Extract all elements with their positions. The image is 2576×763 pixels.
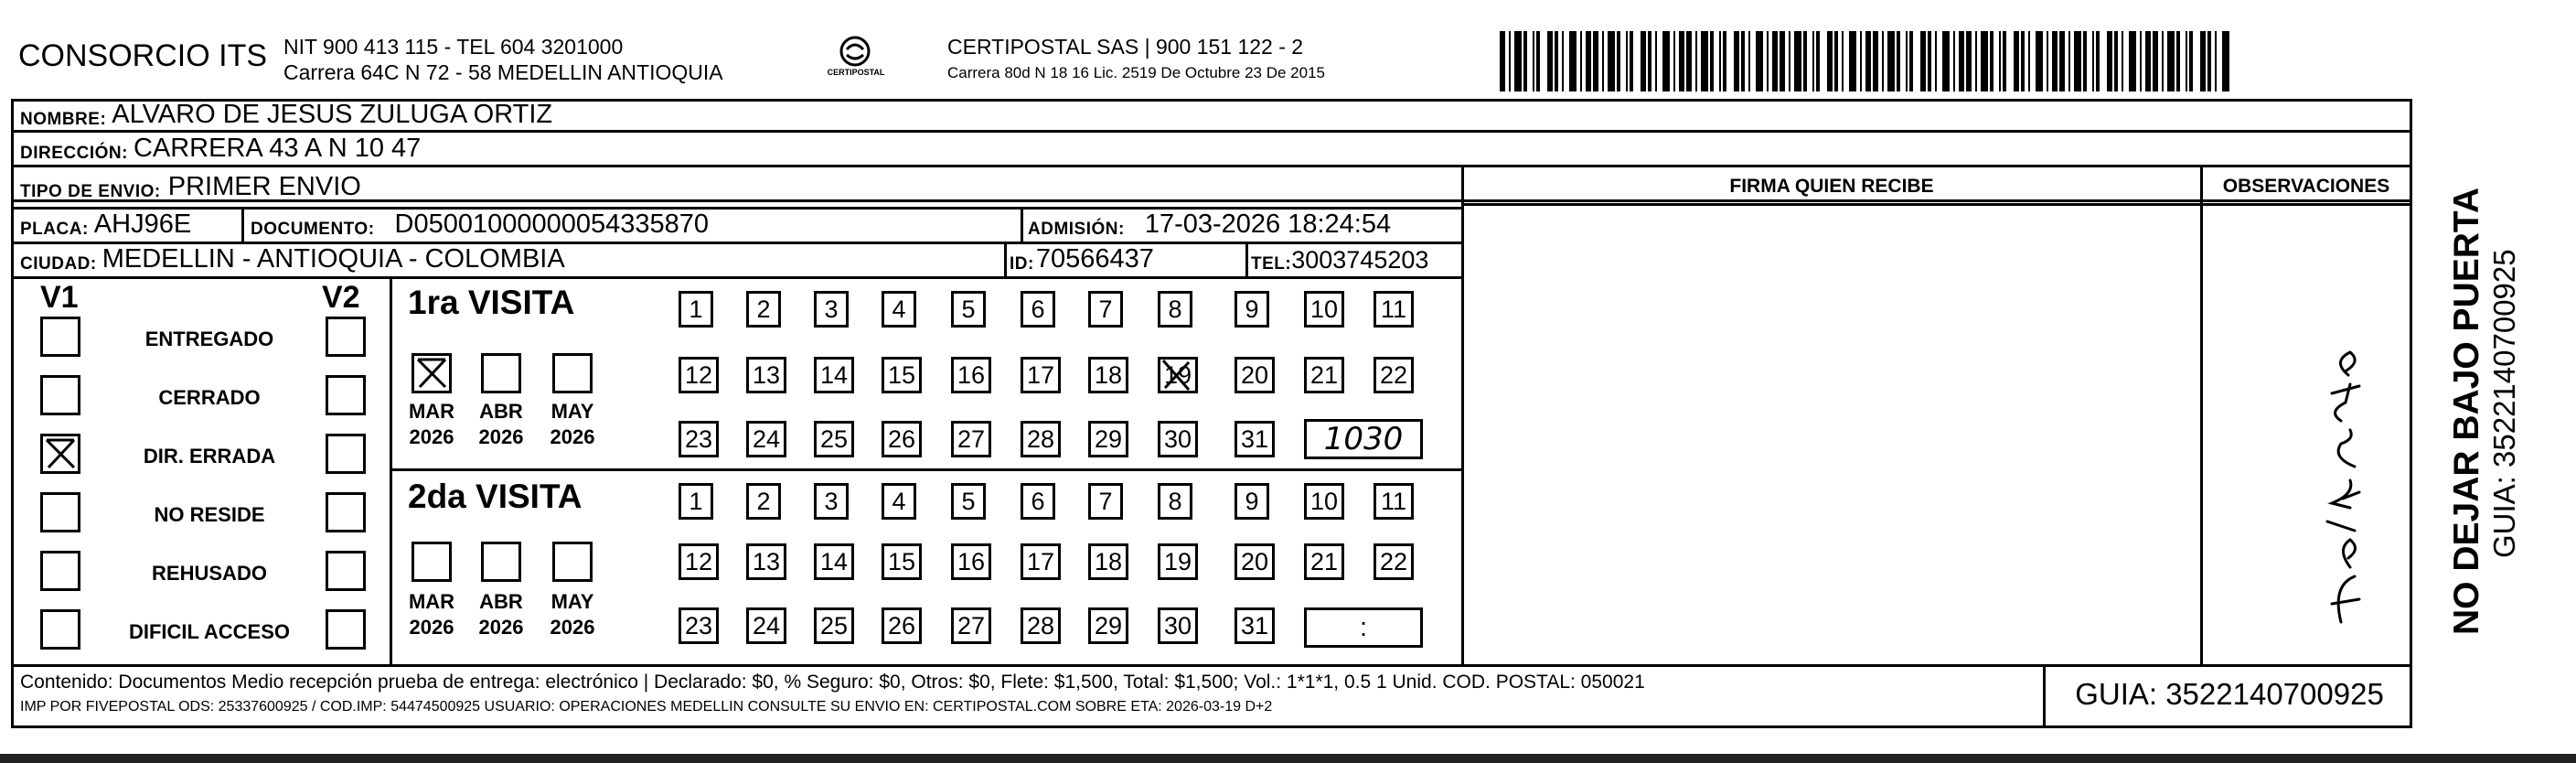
footer-guia: GUIA: 3522140700925	[2075, 677, 2384, 711]
nombre-value: ALVARO DE JESUS ZULUGA ORTIZ	[112, 100, 553, 129]
day-box[interactable]	[1158, 291, 1192, 328]
documento-value: D05001000000054335870	[394, 210, 710, 239]
day-number: 9	[1245, 487, 1259, 515]
day-box[interactable]	[679, 543, 719, 580]
day-number: 2	[756, 487, 771, 515]
day-number: 18	[1094, 360, 1123, 389]
visit1-time: 1030	[1323, 421, 1404, 457]
month-year: 2026	[478, 616, 524, 639]
day-number: 1	[689, 295, 703, 323]
day-number: 5	[961, 487, 976, 515]
month-checkbox[interactable]	[481, 353, 521, 393]
nombre-row	[20, 99, 552, 130]
day-number: 29	[1094, 611, 1123, 639]
day-box[interactable]	[882, 607, 922, 644]
day-box[interactable]	[1235, 291, 1269, 328]
ciudad-row	[20, 243, 565, 274]
visit1-title: 1ra VISITA	[408, 284, 575, 321]
day-box[interactable]	[1021, 607, 1061, 644]
day-box[interactable]	[1304, 543, 1344, 580]
day-number: 12	[684, 360, 713, 389]
placa-value: AHJ96E	[93, 210, 192, 239]
direccion-label: DIRECCIÓN:	[20, 144, 128, 163]
id-label: ID:	[1010, 254, 1034, 274]
day-box[interactable]	[1235, 357, 1275, 393]
scan-edge	[0, 754, 2576, 763]
day-number: 25	[819, 424, 849, 453]
visit1-time-box[interactable]	[1304, 419, 1423, 459]
v1-label: V1	[40, 280, 79, 315]
placa-row	[20, 209, 191, 240]
day-box[interactable]	[1304, 357, 1344, 393]
month-label: MAR	[408, 400, 455, 423]
day-number: 14	[819, 547, 849, 575]
day-number: 19	[1163, 547, 1192, 575]
month-year: 2026	[409, 616, 454, 639]
day-box[interactable]	[951, 421, 991, 457]
day-number: 20	[1240, 360, 1269, 389]
v2-label: V2	[322, 280, 360, 315]
day-number: 26	[887, 424, 916, 453]
day-box[interactable]	[1021, 543, 1061, 580]
day-number: 13	[752, 360, 781, 389]
day-number: 31	[1240, 611, 1269, 639]
day-box[interactable]	[746, 291, 781, 328]
day-box[interactable]	[1088, 357, 1128, 393]
day-box[interactable]	[746, 543, 786, 580]
day-box[interactable]	[679, 607, 719, 644]
day-number: 21	[1309, 547, 1339, 575]
month-label: ABR	[479, 400, 523, 423]
direccion-row	[20, 133, 421, 164]
id-value: 70566437	[1035, 244, 1154, 274]
day-box[interactable]	[814, 291, 849, 328]
barcode	[1500, 31, 2231, 91]
day-box[interactable]	[814, 357, 854, 393]
day-box[interactable]	[1235, 483, 1269, 520]
day-box[interactable]	[1304, 291, 1344, 328]
day-number: 15	[887, 547, 916, 575]
certipostal-logo	[827, 33, 885, 88]
v1-checkbox[interactable]	[40, 317, 80, 357]
v2-checkbox[interactable]	[326, 375, 366, 415]
day-box[interactable]	[1374, 543, 1414, 580]
day-number: 7	[1098, 487, 1113, 515]
day-box[interactable]	[814, 543, 854, 580]
day-box[interactable]	[679, 421, 719, 457]
month-year: 2026	[409, 425, 454, 448]
day-number: 17	[1026, 547, 1055, 575]
day-number: 6	[1031, 487, 1045, 515]
visit2-time: :	[1359, 612, 1368, 642]
v2-checkbox[interactable]	[326, 609, 366, 650]
day-box[interactable]	[679, 291, 713, 328]
day-box[interactable]	[882, 483, 916, 520]
day-number: 29	[1094, 424, 1123, 453]
v2-checkbox[interactable]	[326, 317, 366, 357]
day-number: 10	[1309, 295, 1339, 323]
day-number: 25	[819, 611, 849, 639]
day-box[interactable]	[951, 543, 991, 580]
footer-line2: IMP POR FIVEPOSTAL ODS: 25337600925 / COD.IMP: 54474500925 USUARIO: OPERACIONES MEDELLIN CONSULTE SU ENVIO EN: CERTIPOSTAL.COM SOBRE ETA: 2026-03-19 D+2	[20, 699, 1273, 715]
status-option-label: DIFICIL ACCESO	[128, 620, 290, 643]
v1-checkbox[interactable]	[40, 375, 80, 415]
day-box[interactable]	[882, 421, 922, 457]
day-number: 9	[1245, 295, 1259, 323]
day-box[interactable]	[1088, 291, 1123, 328]
direccion-value: CARRERA 43 A N 10 47	[133, 134, 422, 163]
day-box[interactable]	[814, 421, 854, 457]
day-box[interactable]	[1235, 543, 1275, 580]
month-year: 2026	[550, 425, 595, 448]
day-number: 16	[957, 547, 986, 575]
day-number: 10	[1309, 487, 1339, 515]
admision-row	[1028, 209, 1391, 240]
day-number: 23	[684, 424, 713, 453]
day-box[interactable]	[1158, 421, 1198, 457]
footer-line1: Contenido: Documentos Medio recepción prueba de entrega: electrónico | Declarado: $0, % Seguro: $0, Otros: $0, Flete: $1,500, Total: $1,500; Vol.: 1*1*1, 0.5 1 Unid. COD. POSTAL: 050021	[20, 672, 1645, 693]
day-number: 20	[1240, 547, 1269, 575]
day-box[interactable]	[1158, 483, 1192, 520]
observaciones-header: OBSERVACIONES	[2222, 176, 2390, 197]
day-box[interactable]	[1021, 291, 1055, 328]
day-number: 22	[1379, 360, 1408, 389]
status-option-label: NO RESIDE	[154, 503, 265, 526]
v1-checkbox[interactable]	[40, 492, 80, 532]
handwritten-observation	[2304, 274, 2396, 640]
visit2-time-box[interactable]	[1304, 607, 1423, 648]
day-number: 28	[1026, 424, 1055, 453]
day-box[interactable]	[1235, 607, 1275, 644]
day-box[interactable]	[1158, 543, 1198, 580]
day-number: 3	[824, 295, 839, 323]
day-number: 26	[887, 611, 916, 639]
firma-header: FIRMA QUIEN RECIBE	[1729, 176, 1934, 197]
day-box[interactable]	[679, 483, 713, 520]
day-box[interactable]	[1374, 483, 1414, 520]
day-box[interactable]	[1088, 543, 1128, 580]
carrier-line: CERTIPOSTAL SAS | 900 151 122 - 2	[947, 35, 1304, 59]
day-box[interactable]	[1235, 421, 1275, 457]
nit-line: NIT 900 413 115 - TEL 604 3201000	[283, 35, 624, 59]
day-number: 18	[1094, 547, 1123, 575]
day-number: 7	[1098, 295, 1113, 323]
visit2-title: 2da VISITA	[408, 478, 583, 515]
day-box[interactable]	[951, 483, 986, 520]
v2-checkbox[interactable]	[326, 551, 366, 591]
id-row	[1010, 243, 1154, 274]
day-number: 21	[1309, 360, 1339, 389]
month-label: MAY	[550, 400, 594, 423]
day-number: 24	[752, 424, 781, 453]
carrier-address: Carrera 80d N 18 16 Lic. 2519 De Octubre 23 De 2015	[947, 64, 1325, 81]
month-year: 2026	[478, 425, 524, 448]
tel-label: TEL:	[1251, 254, 1292, 274]
v1-checkbox[interactable]	[40, 551, 80, 591]
day-number: 6	[1031, 295, 1045, 323]
day-box[interactable]	[1088, 421, 1128, 457]
day-box[interactable]	[679, 357, 719, 393]
day-number: 19	[1163, 360, 1192, 389]
day-number: 27	[957, 424, 986, 453]
day-number: 8	[1168, 295, 1182, 323]
day-number: 8	[1168, 487, 1182, 515]
v2-checkbox[interactable]	[326, 492, 366, 532]
month-checkbox[interactable]	[412, 353, 452, 393]
month-year: 2026	[550, 616, 595, 639]
placa-label: PLACA:	[20, 220, 89, 239]
day-box[interactable]	[1088, 607, 1128, 644]
day-box[interactable]	[814, 483, 849, 520]
status-option-label: REHUSADO	[152, 562, 267, 585]
month-checkbox[interactable]	[412, 542, 452, 582]
day-number: 12	[684, 547, 713, 575]
day-box[interactable]	[814, 607, 854, 644]
tipo-value: PRIMER ENVIO	[167, 172, 361, 201]
logo-caption: CERTIPOSTAL	[827, 68, 885, 77]
day-box[interactable]	[1088, 483, 1123, 520]
day-number: 23	[684, 611, 713, 639]
day-number: 11	[1380, 295, 1407, 323]
day-box[interactable]	[746, 607, 786, 644]
month-label: ABR	[479, 590, 523, 613]
day-box[interactable]	[951, 357, 991, 393]
day-box[interactable]	[1374, 357, 1414, 393]
day-number: 27	[957, 611, 986, 639]
tel-row	[1251, 243, 1428, 274]
side-warning: NO DEJAR BAJO PUERTA	[2447, 187, 2486, 635]
admision-label: ADMISIÓN:	[1028, 220, 1125, 239]
day-box[interactable]	[746, 357, 786, 393]
day-number: 30	[1163, 611, 1192, 639]
day-number: 30	[1163, 424, 1192, 453]
check-mark-icon	[43, 436, 78, 471]
address-line: Carrera 64C N 72 - 58 MEDELLIN ANTIOQUIA	[283, 60, 723, 84]
day-box[interactable]	[1021, 357, 1061, 393]
day-number: 11	[1380, 487, 1407, 515]
day-number: 2	[756, 295, 771, 323]
day-box[interactable]	[746, 483, 781, 520]
tipo-row	[20, 167, 361, 202]
day-number: 4	[892, 295, 906, 323]
documento-row	[251, 209, 709, 240]
day-box[interactable]	[882, 291, 916, 328]
status-option-label: CERRADO	[158, 386, 261, 409]
day-box[interactable]	[1304, 483, 1344, 520]
day-box[interactable]	[1374, 291, 1414, 328]
day-number: 13	[752, 547, 781, 575]
day-number: 22	[1379, 547, 1408, 575]
side-guia: GUIA: 3522140700925	[2487, 249, 2521, 558]
day-number: 4	[892, 487, 906, 515]
day-mark-icon	[1158, 357, 1198, 393]
day-number: 24	[752, 611, 781, 639]
day-number: 3	[824, 487, 839, 515]
check-mark-icon	[414, 356, 449, 391]
day-box[interactable]	[951, 291, 986, 328]
day-box[interactable]	[1021, 421, 1061, 457]
tel-value: 3003745203	[1291, 246, 1429, 274]
ciudad-label: CIUDAD:	[20, 254, 97, 274]
admision-value: 17-03-2026 18:24:54	[1144, 210, 1392, 239]
status-option-label: DIR. ERRADA	[143, 445, 276, 467]
nombre-label: NOMBRE:	[20, 110, 107, 129]
v1-checkbox[interactable]	[40, 434, 80, 474]
v2-checkbox[interactable]	[326, 434, 366, 474]
month-label: MAR	[408, 590, 455, 613]
day-number: 5	[961, 295, 976, 323]
status-option-label: ENTREGADO	[144, 328, 274, 350]
day-number: 1	[689, 487, 703, 515]
day-box[interactable]	[1158, 357, 1198, 393]
day-number: 28	[1026, 611, 1055, 639]
company-name: CONSORCIO ITS	[18, 38, 268, 73]
day-number: 17	[1026, 360, 1055, 389]
day-box[interactable]	[951, 607, 991, 644]
documento-label: DOCUMENTO:	[251, 220, 375, 239]
day-box[interactable]	[882, 357, 922, 393]
v1-checkbox[interactable]	[40, 609, 80, 650]
month-checkbox[interactable]	[552, 353, 593, 393]
day-number: 16	[957, 360, 986, 389]
day-box[interactable]	[1158, 607, 1198, 644]
tipo-label: TIPO DE ENVIO:	[20, 182, 161, 201]
day-number: 31	[1240, 424, 1269, 453]
day-number: 14	[819, 360, 849, 389]
day-box[interactable]	[1021, 483, 1055, 520]
day-box[interactable]	[882, 543, 922, 580]
month-checkbox[interactable]	[552, 542, 593, 582]
month-label: MAY	[550, 590, 594, 613]
ciudad-value: MEDELLIN - ANTIOQUIA - COLOMBIA	[102, 244, 565, 274]
month-checkbox[interactable]	[481, 542, 521, 582]
day-box[interactable]	[746, 421, 786, 457]
day-number: 15	[887, 360, 916, 389]
